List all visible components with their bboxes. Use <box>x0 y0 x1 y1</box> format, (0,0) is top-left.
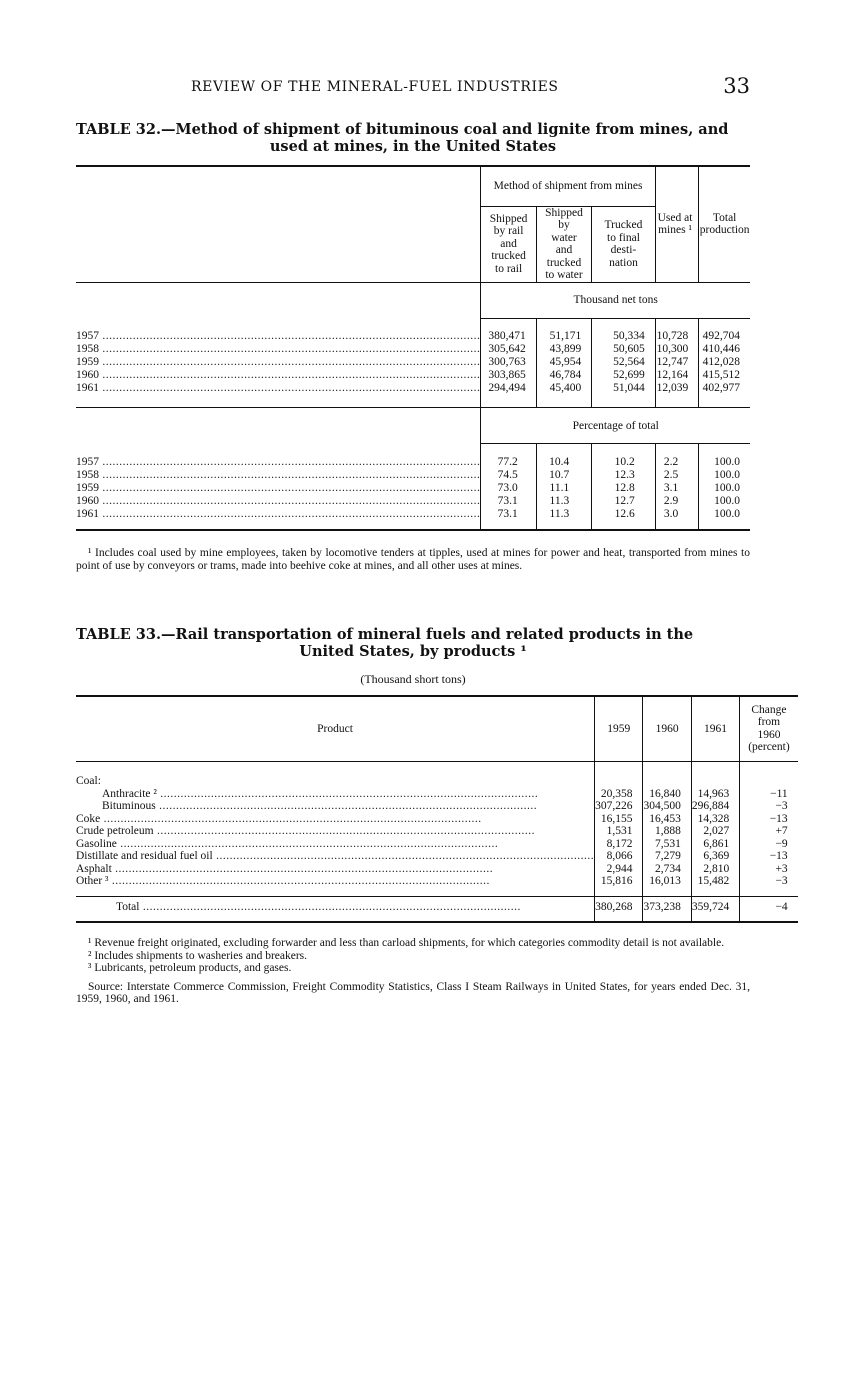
table32-title-line2: used at mines, in the United States <box>269 138 557 155</box>
table-row: Gasoline ..... 8,172 7,531 6,861 −9 <box>76 838 798 851</box>
table-row: Bituminous ..... 307,226 304,500 296,884 −3 <box>76 800 798 813</box>
table33-footnote-1: ¹ Revenue freight originated, excluding forwarder and less than carload shipments, for which categories commodity detail is not available. <box>88 937 725 949</box>
col-1959: 1959 <box>595 696 643 761</box>
table-row: 1961 ..... 73.1 11.3 12.6 3.0 100.0 <box>76 508 750 521</box>
table-row: 1961 ..... 294,494 45,400 51,044 12,039 402,977 <box>76 382 750 395</box>
table-row: 1957 ..... 380,471 51,171 50,334 10,728 492,704 <box>76 330 750 343</box>
col-used-at-mines: Used at mines ¹ <box>655 166 699 282</box>
table33-source: Source: Interstate Commerce Commission, Freight Commodity Statistics, Class I Steam Railways in United States, for years ended Dec. 31, 1959, 1960, and 1961. <box>76 980 750 1005</box>
stub-head <box>76 166 481 282</box>
table-row: Anthracite ² ..... 20,358 16,840 14,963 −11 <box>76 788 798 801</box>
col-trucked: Trucked to final desti-nation <box>592 206 656 282</box>
table33-unit: (Thousand short tons) <box>360 672 466 686</box>
table33-footnote-2: ² Includes shipments to washeries and breakers. <box>88 949 308 962</box>
table33-title-line1: TABLE 33.—Rail transportation of mineral fuels and related products in the <box>76 626 694 643</box>
table-row: Asphalt ..... 2,944 2,734 2,810 +3 <box>76 863 798 876</box>
table33-footnotes <box>76 937 750 1006</box>
table-row: Other ³ ..... 15,816 16,013 15,482 −3 <box>76 875 798 888</box>
table-row: 1960 ..... 303,865 46,784 52,699 12,164 415,512 <box>76 369 750 382</box>
table-row: 1958 ..... 305,642 43,899 50,605 10,300 410,446 <box>76 343 750 356</box>
page-header <box>76 76 750 100</box>
running-head: REVIEW OF THE MINERAL-FUEL INDUSTRIES <box>191 79 559 95</box>
table-row: Crude petroleum ..... 1,531 1,888 2,027 +7 <box>76 825 798 838</box>
coal-label: Coal: <box>76 774 101 787</box>
unit-thousand-net-tons: Thousand net tons <box>481 282 750 318</box>
col-total-production: Total production <box>699 166 750 282</box>
col-product: Product <box>317 722 353 735</box>
table32 <box>76 165 750 531</box>
col-1961: 1961 <box>691 696 739 761</box>
table32-title-line1: TABLE 32.—Method of shipment of bituminous coal and lignite from mines, and <box>76 121 729 138</box>
table-row: 1959 ..... 73.0 11.1 12.8 3.1 100.0 <box>76 482 750 495</box>
col-shipped-by-rail: Shipped by rail and trucked to rail <box>489 212 528 275</box>
col-shipped-by-water: Shipped by water and trucked to water <box>536 206 591 282</box>
page-number: 33 <box>723 74 750 98</box>
table33-title-line2: United States, by products ¹ <box>299 643 527 660</box>
table32-footnote: ¹ Includes coal used by mine employees, taken by locomotive tenders at tipples, used at mines for power and heat, transported from mines to point of use by conveyors or trams, made into beehive coke at mines, and all other uses at mines. <box>76 547 750 572</box>
table32-title <box>76 121 750 155</box>
col-1960: 1960 <box>643 696 691 761</box>
col-change: Change from 1960 (percent) <box>740 696 798 761</box>
table-total-row: Total ..... 380,268 373,238 359,724 −4 <box>76 896 798 918</box>
table-row: 1958 ..... 74.5 10.7 12.3 2.5 100.0 <box>76 469 750 482</box>
table-row: 1959 ..... 300,763 45,954 52,564 12,747 412,028 <box>76 356 750 369</box>
table-row: 1960 ..... 73.1 11.3 12.7 2.9 100.0 <box>76 495 750 508</box>
group-header: Method of shipment from mines <box>481 166 655 206</box>
unit-percentage: Percentage of total <box>481 408 750 444</box>
table-row: 1957 ..... 77.2 10.4 10.2 2.2 100.0 <box>76 456 750 469</box>
table33-title <box>76 626 750 660</box>
table-row: Coke ..... 16,155 16,453 14,328 −13 <box>76 813 798 826</box>
table33-footnote-3: ³ Lubricants, petroleum products, and gases. <box>88 962 292 974</box>
table-row: Distillate and residual fuel oil ..... 8,066 7,279 6,369 −13 <box>76 850 798 863</box>
table33 <box>76 695 798 923</box>
